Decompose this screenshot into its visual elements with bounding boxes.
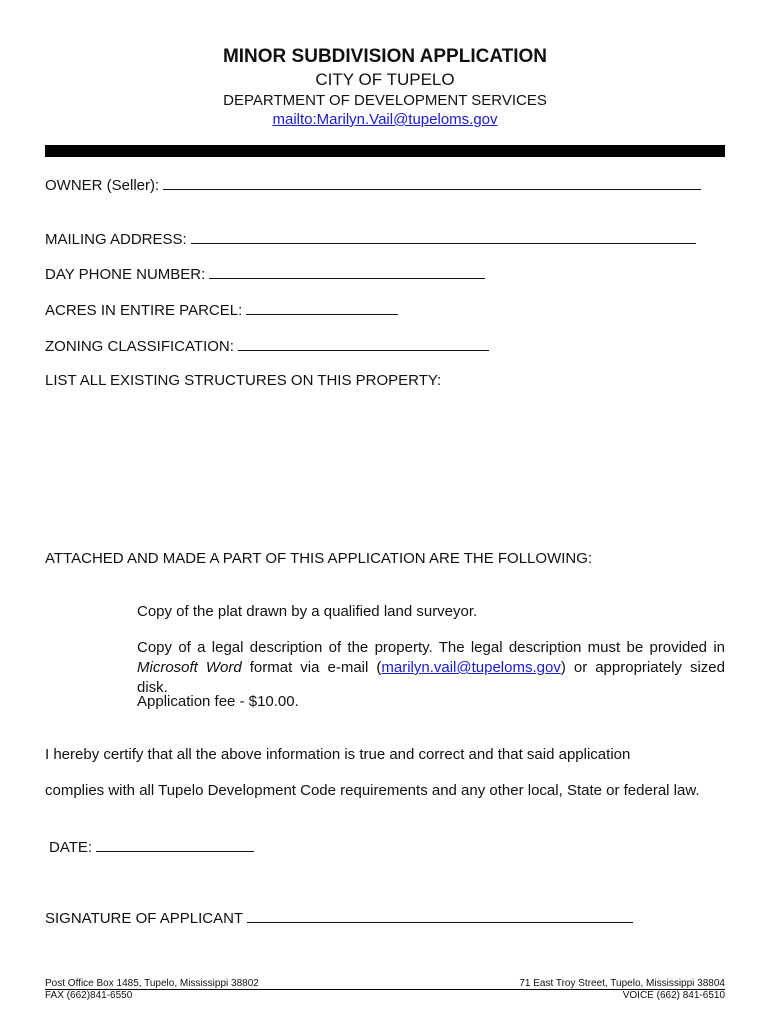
page-title: MINOR SUBDIVISION APPLICATION (222, 46, 548, 67)
date-blank[interactable] (96, 837, 254, 852)
legal-description-email-link[interactable]: marilyn.vail@tupeloms.gov (381, 659, 561, 676)
acres-blank[interactable] (246, 300, 398, 315)
header-divider-bar (45, 145, 725, 157)
attachment-item-fee: Application fee - $10.00. (137, 693, 299, 710)
microsoft-word-text: Microsoft Word (137, 659, 242, 676)
signature-label: SIGNATURE OF APPLICANT (45, 910, 244, 927)
day-phone-field (45, 264, 485, 283)
date-label: DATE: (49, 839, 93, 856)
attachments-heading: ATTACHED AND MADE A PART OF THIS APPLICATION ARE THE FOLLOWING: (45, 550, 593, 567)
contact-email-link[interactable]: mailto:Marilyn.Vail@tupeloms.gov (272, 111, 498, 128)
structures-label: LIST ALL EXISTING STRUCTURES ON THIS PROPERTY: (45, 372, 442, 389)
mailing-address-blank[interactable] (191, 229, 696, 244)
attachment-item-plat: Copy of the plat drawn by a qualified land surveyor. (137, 603, 478, 620)
day-phone-label: DAY PHONE NUMBER: (45, 266, 206, 283)
mailing-address-label: MAILING ADDRESS: (45, 231, 187, 248)
acres-field (45, 300, 398, 319)
date-field (49, 837, 254, 856)
signature-field (45, 908, 633, 927)
owner-label: OWNER (Seller): (45, 177, 160, 194)
certification-line-1: I hereby certify that all the above information is true and correct and that said application (45, 746, 631, 763)
footer-right (519, 978, 725, 1002)
legal-description-disk-text: ) or appropriately sized disk. (137, 659, 725, 696)
footer-voice: VOICE (662) 841-6510 (622, 990, 725, 1001)
day-phone-blank[interactable] (209, 264, 485, 279)
footer-left (45, 978, 259, 1002)
acres-label: ACRES IN ENTIRE PARCEL: (45, 302, 243, 319)
department-name: DEPARTMENT OF DEVELOPMENT SERVICES (223, 92, 547, 109)
attachment-item-legal-description (137, 638, 725, 698)
zoning-field (45, 336, 489, 355)
legal-description-format-text: format via e-mail ( (241, 659, 382, 676)
signature-blank[interactable] (247, 908, 633, 923)
owner-field (45, 175, 701, 194)
certification-line-2: complies with all Tupelo Development Code requirements and any other local, State or federal law. (45, 782, 700, 799)
city-name: CITY OF TUPELO (315, 70, 455, 89)
owner-blank[interactable] (163, 175, 701, 190)
zoning-blank[interactable] (238, 336, 489, 351)
legal-description-text: Copy of a legal description of the property. The legal description must be provided in (137, 639, 725, 656)
zoning-label: ZONING CLASSIFICATION: (45, 338, 234, 355)
footer-mailing-address: Post Office Box 1485, Tupelo, Mississippi 38802 (45, 978, 259, 989)
contact-email-line (0, 111, 770, 128)
footer-fax: FAX (662)841-6550 (45, 990, 133, 1001)
footer-street-address: 71 East Troy Street, Tupelo, Mississippi 38804 (519, 978, 725, 989)
mailing-address-field (45, 229, 696, 248)
